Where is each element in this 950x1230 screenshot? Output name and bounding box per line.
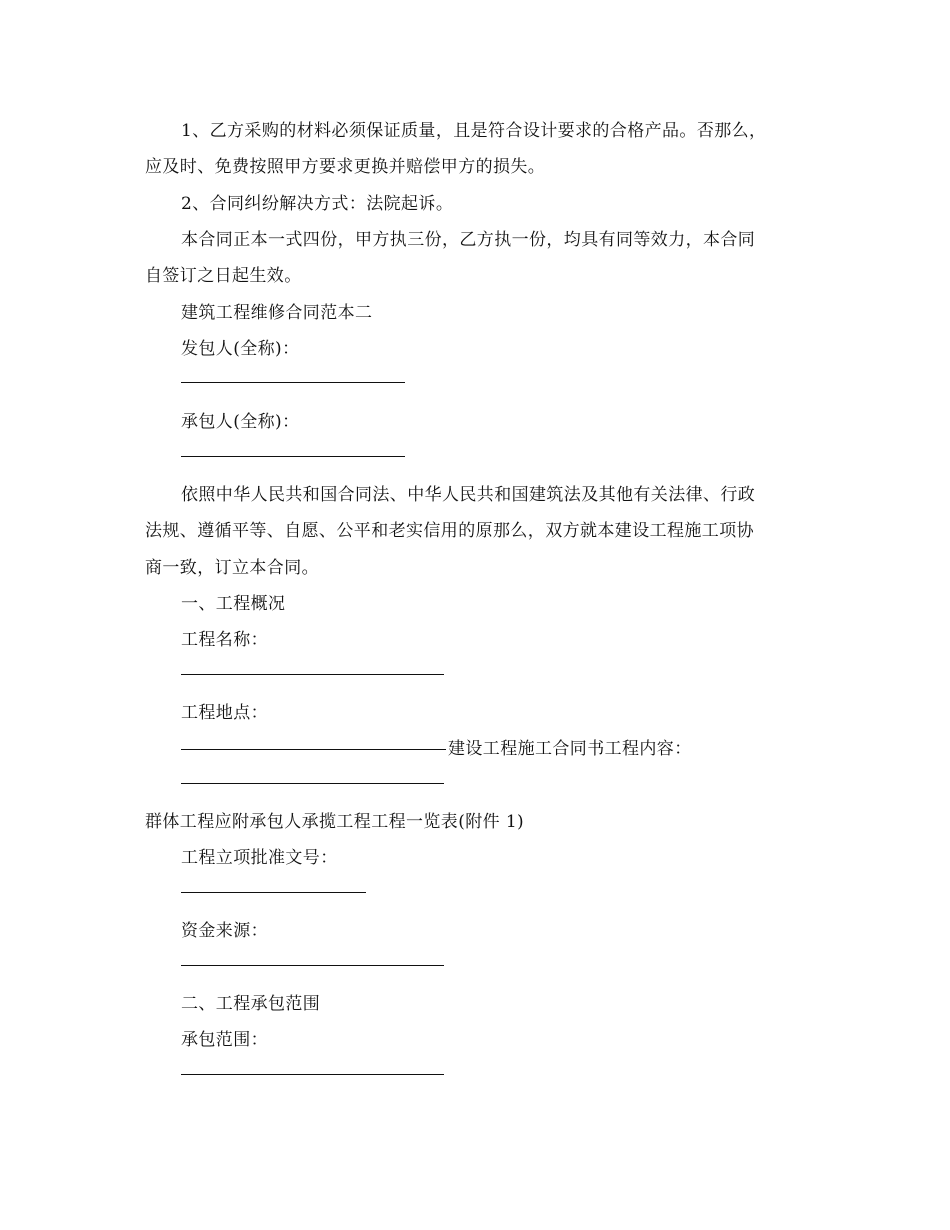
clause-1-line-2: 应及时、免费按照甲方要求更换并赔偿甲方的损失。 <box>145 157 546 177</box>
scope-blank-line <box>181 1074 444 1075</box>
group-project-note: 群体工程应附承包人承揽工程工程一览表(附件 1) <box>145 812 525 832</box>
project-name-blank-line <box>181 674 444 675</box>
section-2-heading: 二、工程承包范围 <box>181 994 321 1014</box>
preamble-line-1: 依照中华人民共和国合同法、中华人民共和国建筑法及其他有关法律、行政 <box>181 485 756 505</box>
approval-number-blank-line <box>181 892 366 893</box>
validity-line-2: 自签订之日起生效。 <box>145 266 302 286</box>
approval-number-label: 工程立项批准文号： <box>181 848 338 868</box>
section-1-heading: 一、工程概况 <box>181 594 286 614</box>
contractor-label: 承包人(全称)： <box>181 412 300 432</box>
clause-1-line-1: 1、乙方采购的材料必须保证质量，且是符合设计要求的合格产品。否那么， <box>181 121 767 141</box>
fund-source-blank-line <box>181 965 444 966</box>
clause-2: 2、合同纠纷解决方式：法院起诉。 <box>181 194 454 214</box>
preamble-line-3: 商一致，订立本合同。 <box>145 558 319 578</box>
project-content-label: 建设工程施工合同书工程内容： <box>448 739 692 759</box>
project-location-row <box>181 737 841 761</box>
fund-source-label: 资金来源： <box>181 921 268 941</box>
employer-label: 发包人(全称)： <box>181 339 300 359</box>
employer-blank-line <box>181 382 405 383</box>
project-name-label: 工程名称： <box>181 630 268 650</box>
project-location-blank-line <box>181 749 446 750</box>
preamble-line-2: 法规、遵循平等、自愿、公平和老实信用的原那么，双方就本建设工程施工项协 <box>145 521 754 541</box>
project-content-blank-line <box>181 783 444 784</box>
sample-title: 建筑工程维修合同范本二 <box>181 303 373 323</box>
validity-line-1: 本合同正本一式四份，甲方执三份，乙方执一份，均具有同等效力，本合同 <box>181 230 756 250</box>
contractor-blank-line <box>181 456 405 457</box>
scope-label: 承包范围： <box>181 1030 268 1050</box>
project-location-label: 工程地点： <box>181 703 268 723</box>
